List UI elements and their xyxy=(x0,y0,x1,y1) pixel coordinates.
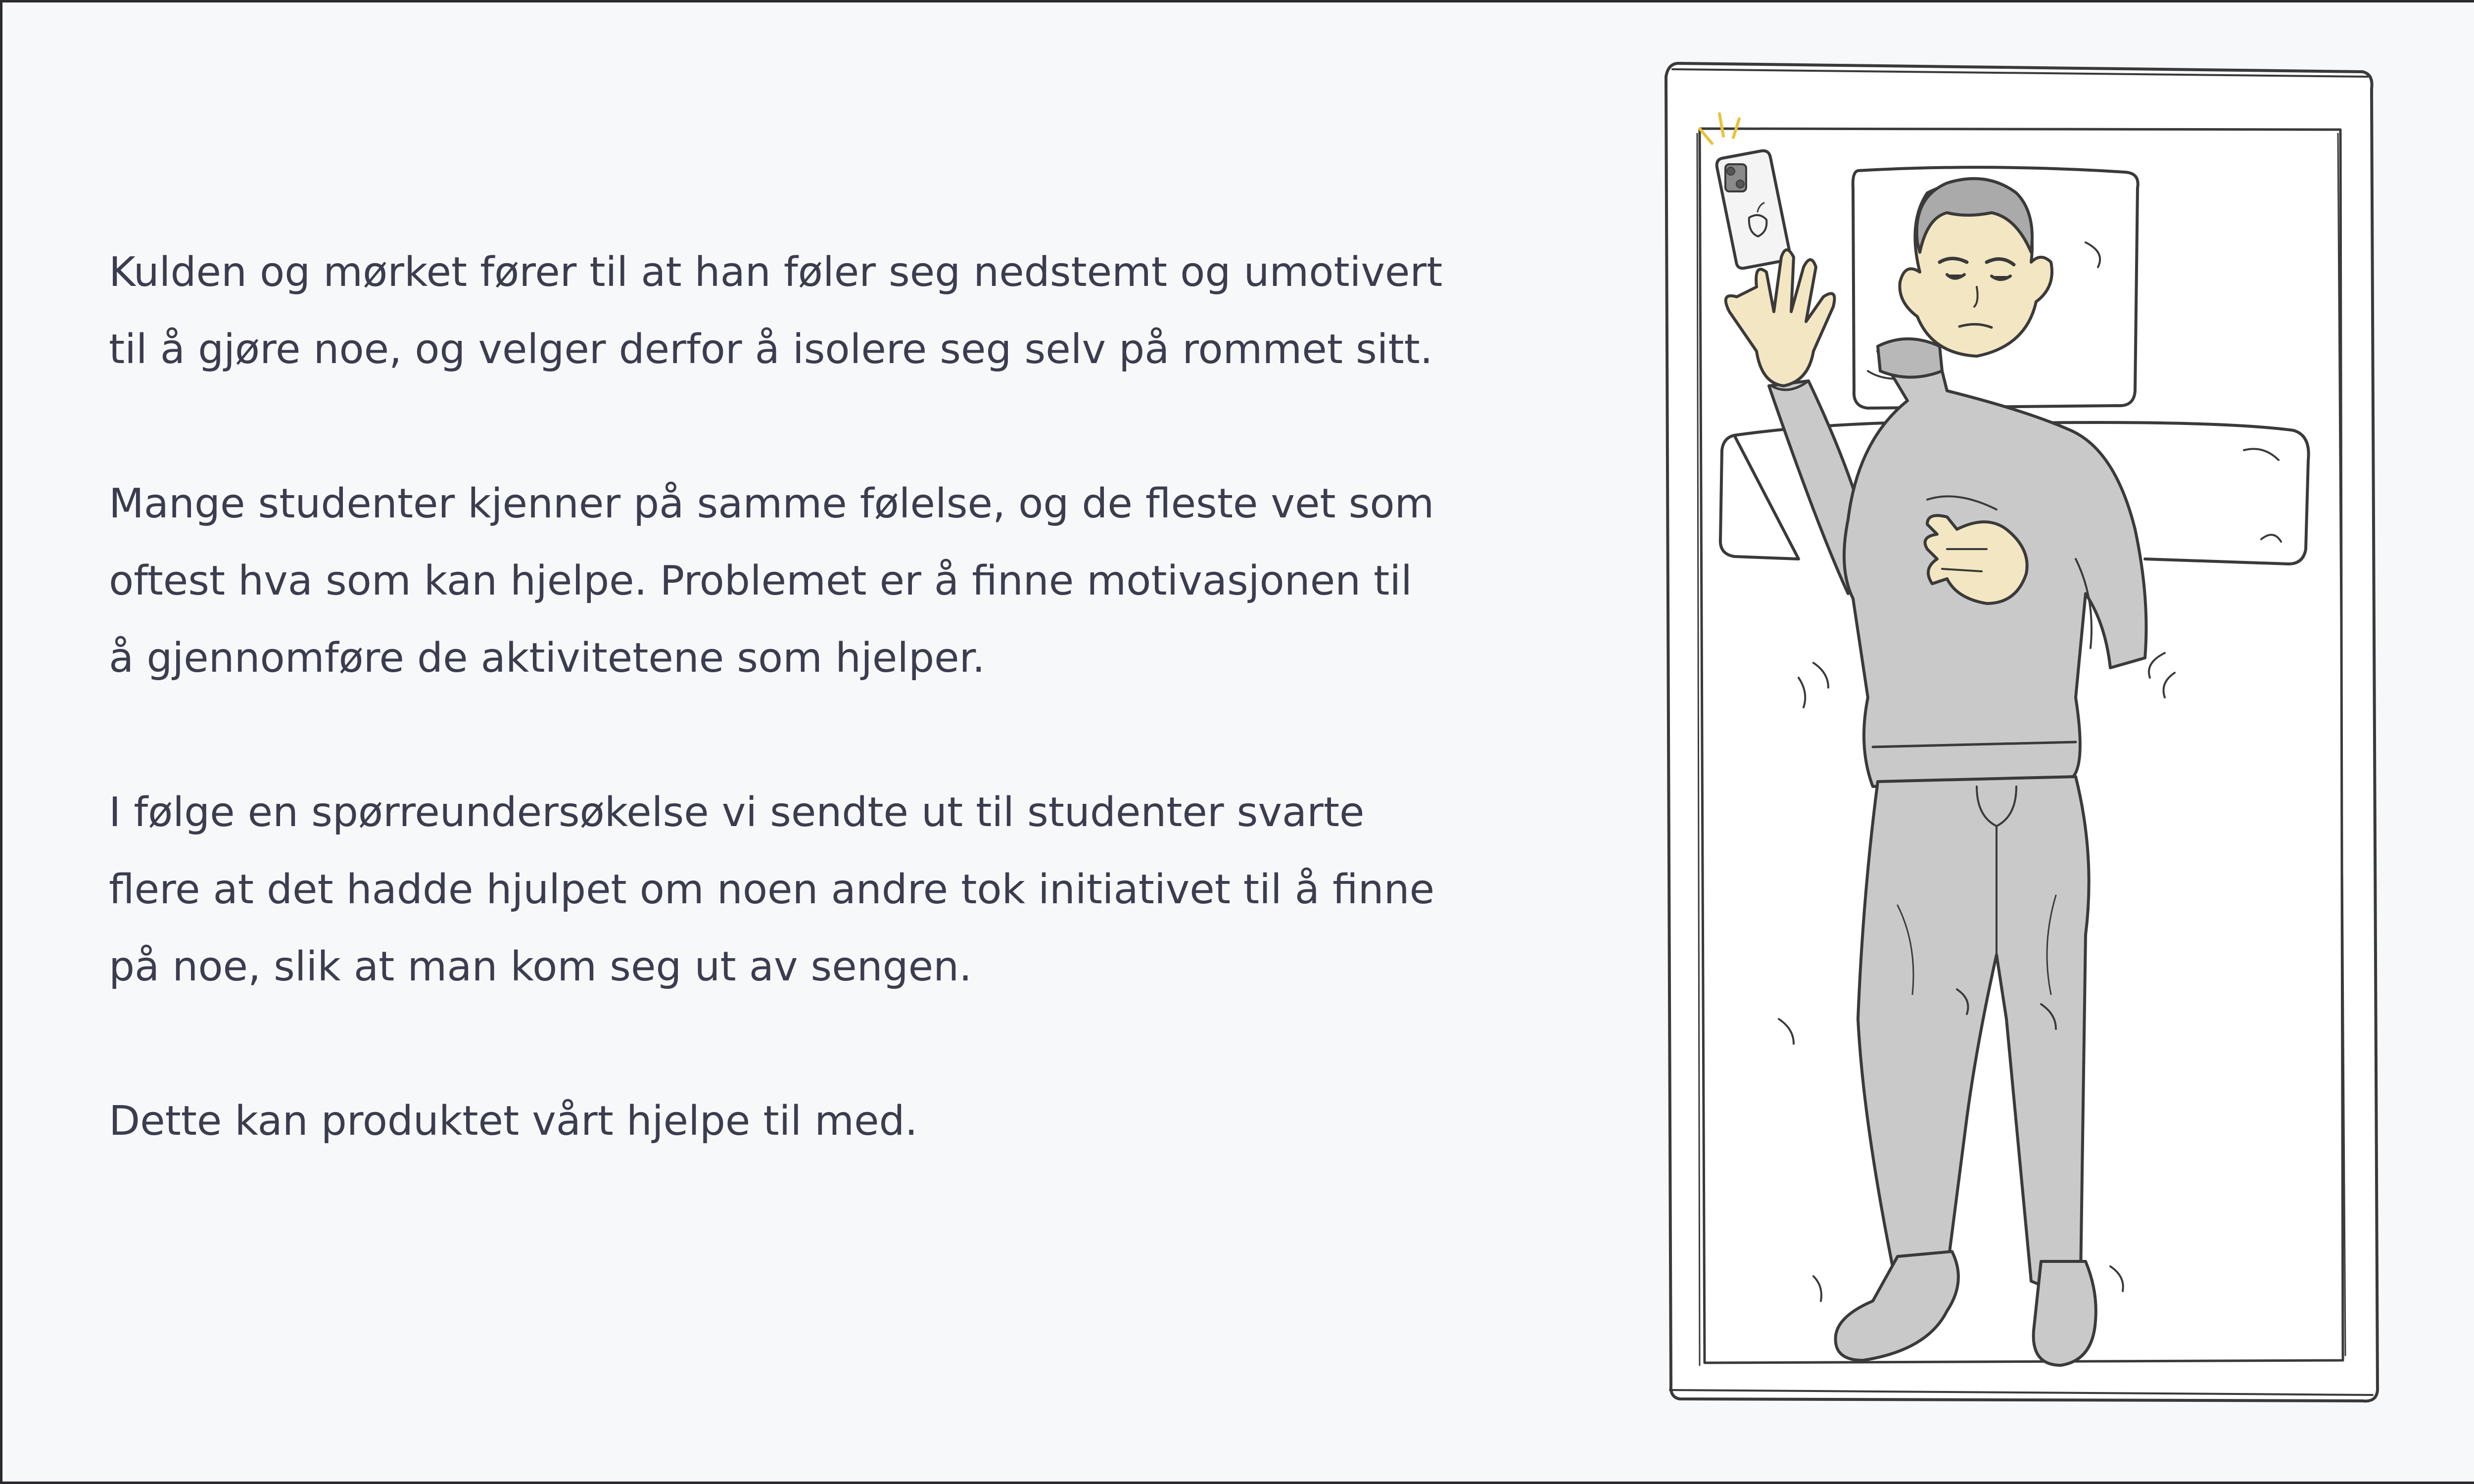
person-in-bed-illustration xyxy=(1650,54,2392,1415)
text-line: Kulden og mørket fører til at han føler seg nedstemt og umotivert xyxy=(109,249,1443,296)
text-line: oftest hva som kan hjelpe. Problemet er å finne motivasjonen til xyxy=(109,557,1412,604)
text-line: på noe, slik at man kom seg ut av sengen. xyxy=(109,943,972,990)
text-line: Dette kan produktet vårt hjelpe til med. xyxy=(109,1098,918,1145)
paragraph-survey xyxy=(109,774,1618,1006)
text-line: Mange studenter kjenner på samme følelse, og de fleste vet som xyxy=(109,480,1434,527)
body-text xyxy=(109,234,1618,1160)
paragraph-motivation xyxy=(109,465,1618,697)
paragraph-conclusion xyxy=(109,1083,1618,1160)
text-line: flere at det hadde hjulpet om noen andre tok initiativet til å finne xyxy=(109,866,1435,913)
text-line: I følge en spørreundersøkelse vi sendte ut til studenter svarte xyxy=(109,789,1365,836)
text-line: å gjennomføre de aktivitetene som hjelper. xyxy=(109,635,985,682)
paragraph-isolation xyxy=(109,234,1618,388)
text-line: til å gjøre noe, og velger derfor å isolere seg selv på rommet sitt. xyxy=(109,326,1433,373)
